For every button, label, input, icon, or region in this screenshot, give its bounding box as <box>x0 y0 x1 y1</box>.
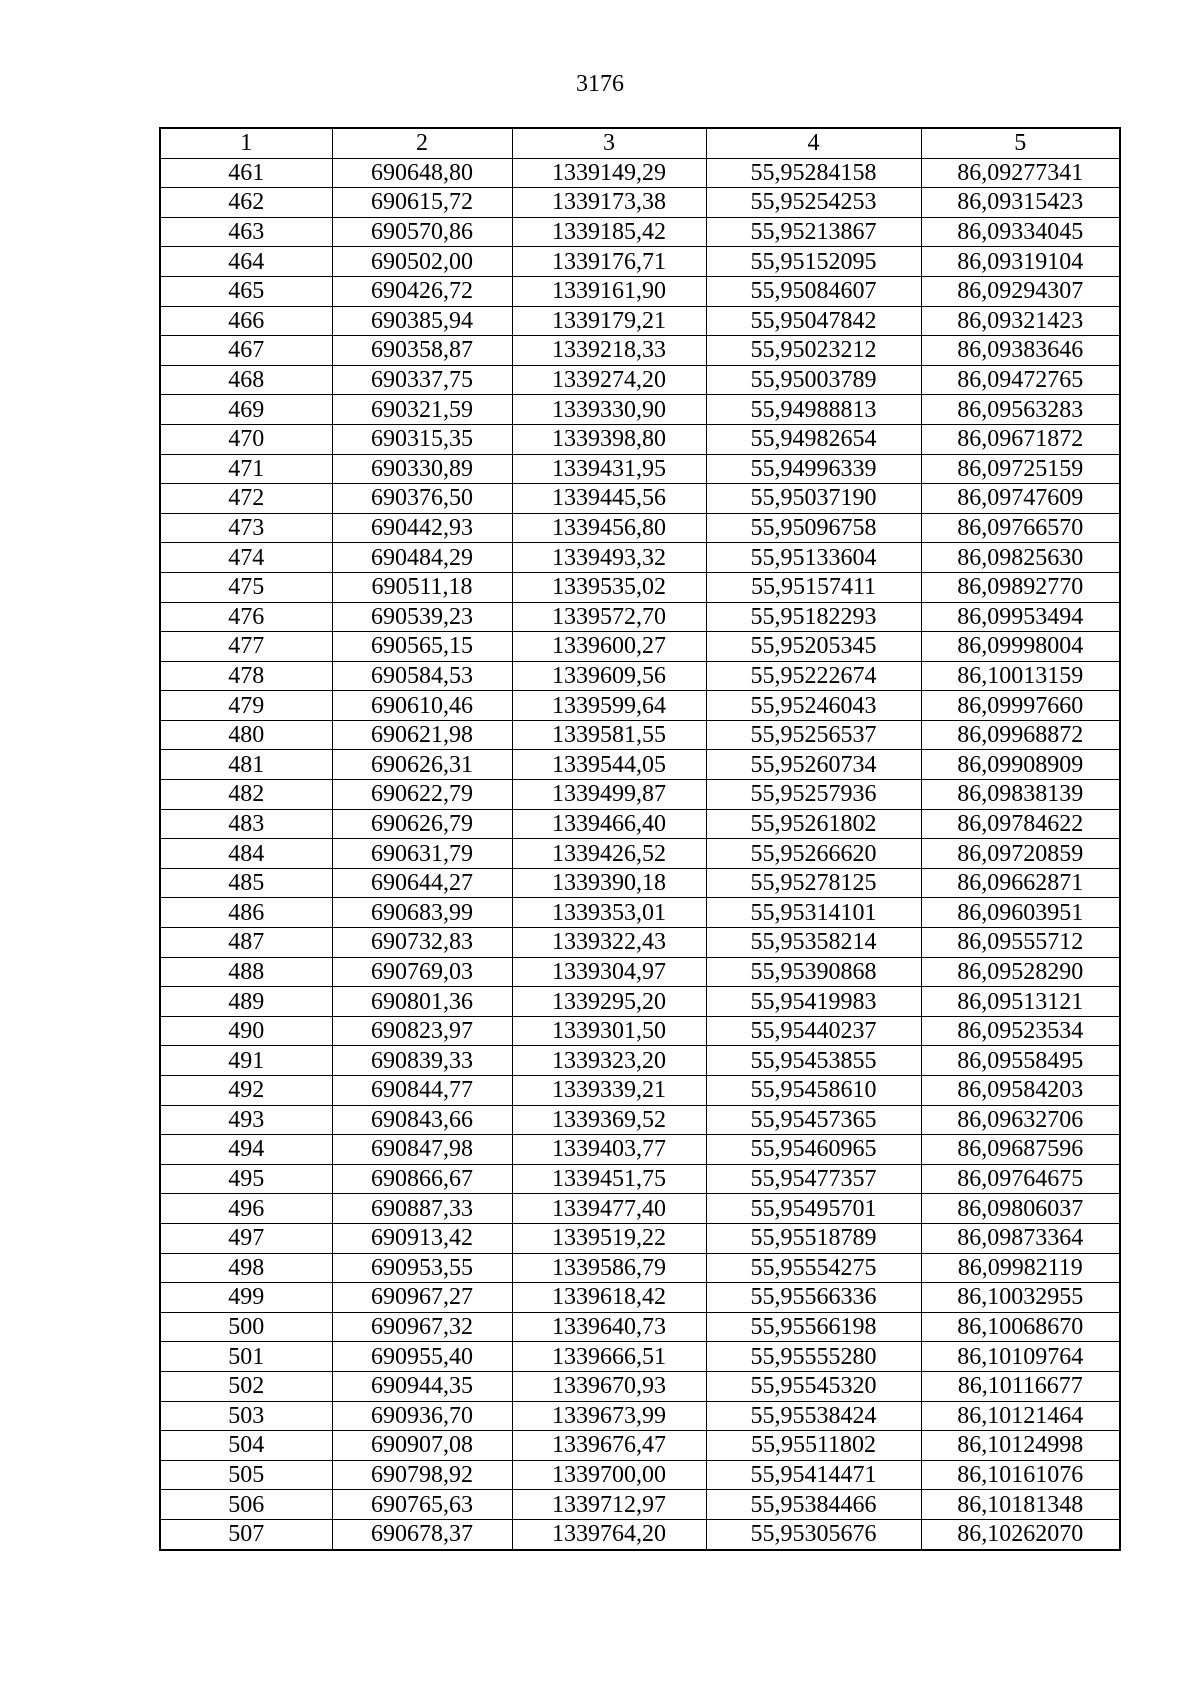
table-cell: 690866,67 <box>332 1164 512 1194</box>
table-cell: 496 <box>160 1194 332 1224</box>
table-row <box>160 750 1120 780</box>
table-cell: 86,09968872 <box>921 720 1120 750</box>
table-cell: 690385,94 <box>332 306 512 336</box>
table-row <box>160 365 1120 395</box>
table-cell: 55,95037190 <box>706 484 921 514</box>
table-cell: 86,09513121 <box>921 987 1120 1017</box>
table-cell: 55,95453855 <box>706 1046 921 1076</box>
table-cell: 55,95278125 <box>706 868 921 898</box>
table-cell: 690769,03 <box>332 957 512 987</box>
table-row <box>160 247 1120 277</box>
table-cell: 1339274,20 <box>512 365 706 395</box>
table-cell: 1339369,52 <box>512 1105 706 1135</box>
table-cell: 86,09321423 <box>921 306 1120 336</box>
table-cell: 690626,31 <box>332 750 512 780</box>
table-cell: 1339700,00 <box>512 1460 706 1490</box>
table-cell: 86,09671872 <box>921 424 1120 454</box>
table-cell: 55,95495701 <box>706 1194 921 1224</box>
table-cell: 1339398,80 <box>512 424 706 454</box>
table-cell: 480 <box>160 720 332 750</box>
table-cell: 469 <box>160 395 332 425</box>
table-cell: 690944,35 <box>332 1371 512 1401</box>
table-cell: 55,95460965 <box>706 1135 921 1165</box>
table-cell: 690502,00 <box>332 247 512 277</box>
table-cell: 55,94988813 <box>706 395 921 425</box>
table-cell: 690621,98 <box>332 720 512 750</box>
table-cell: 473 <box>160 513 332 543</box>
table-cell: 86,09528290 <box>921 957 1120 987</box>
table-cell: 86,09747609 <box>921 484 1120 514</box>
table-cell: 1339618,42 <box>512 1283 706 1313</box>
table-cell: 501 <box>160 1342 332 1372</box>
table-cell: 1339535,02 <box>512 572 706 602</box>
table-cell: 55,94982654 <box>706 424 921 454</box>
table-cell: 55,95314101 <box>706 898 921 928</box>
table-cell: 55,95266620 <box>706 839 921 869</box>
table-cell: 1339670,93 <box>512 1371 706 1401</box>
table-row <box>160 928 1120 958</box>
table-cell: 1339666,51 <box>512 1342 706 1372</box>
table-cell: 690584,53 <box>332 661 512 691</box>
table-cell: 489 <box>160 987 332 1017</box>
table-cell: 55,95152095 <box>706 247 921 277</box>
column-header: 2 <box>332 128 512 158</box>
table-cell: 86,09766570 <box>921 513 1120 543</box>
table-row <box>160 691 1120 721</box>
table-cell: 506 <box>160 1490 332 1520</box>
table-cell: 55,95477357 <box>706 1164 921 1194</box>
table-row <box>160 1016 1120 1046</box>
table-cell: 465 <box>160 276 332 306</box>
table-cell: 1339477,40 <box>512 1194 706 1224</box>
table-cell: 1339499,87 <box>512 780 706 810</box>
table-row <box>160 1164 1120 1194</box>
table-cell: 494 <box>160 1135 332 1165</box>
table-cell: 481 <box>160 750 332 780</box>
table-cell: 86,09555712 <box>921 928 1120 958</box>
table-cell: 1339572,70 <box>512 602 706 632</box>
table-cell: 1339599,64 <box>512 691 706 721</box>
table-cell: 55,95256537 <box>706 720 921 750</box>
table-body <box>160 158 1120 1549</box>
table-cell: 690610,46 <box>332 691 512 721</box>
table-cell: 1339544,05 <box>512 750 706 780</box>
table-cell: 55,95254253 <box>706 188 921 218</box>
table-row <box>160 1283 1120 1313</box>
table-cell: 690953,55 <box>332 1253 512 1283</box>
table-cell: 86,09998004 <box>921 632 1120 662</box>
table-row <box>160 868 1120 898</box>
table-cell: 690678,37 <box>332 1519 512 1549</box>
table-row <box>160 1312 1120 1342</box>
table-cell: 1339445,56 <box>512 484 706 514</box>
table-cell: 55,95555280 <box>706 1342 921 1372</box>
table-cell: 1339339,21 <box>512 1076 706 1106</box>
table-cell: 55,95133604 <box>706 543 921 573</box>
table-cell: 464 <box>160 247 332 277</box>
table-cell: 86,10109764 <box>921 1342 1120 1372</box>
table-cell: 690426,72 <box>332 276 512 306</box>
table-cell: 476 <box>160 602 332 632</box>
table-row <box>160 1135 1120 1165</box>
table-cell: 690648,80 <box>332 158 512 188</box>
table-cell: 86,09662871 <box>921 868 1120 898</box>
table-row <box>160 1253 1120 1283</box>
table-cell: 504 <box>160 1431 332 1461</box>
table-cell: 86,09558495 <box>921 1046 1120 1076</box>
table-cell: 690843,66 <box>332 1105 512 1135</box>
table-cell: 55,95538424 <box>706 1401 921 1431</box>
table-cell: 690358,87 <box>332 336 512 366</box>
table-cell: 487 <box>160 928 332 958</box>
table-cell: 86,09472765 <box>921 365 1120 395</box>
table-cell: 1339149,29 <box>512 158 706 188</box>
table-cell: 1339218,33 <box>512 336 706 366</box>
table-cell: 690907,08 <box>332 1431 512 1461</box>
table-cell: 55,95440237 <box>706 1016 921 1046</box>
table-cell: 690376,50 <box>332 484 512 514</box>
table-cell: 466 <box>160 306 332 336</box>
table-row <box>160 987 1120 1017</box>
table-cell: 55,95257936 <box>706 780 921 810</box>
table-cell: 86,09632706 <box>921 1105 1120 1135</box>
table-cell: 690337,75 <box>332 365 512 395</box>
table-row <box>160 780 1120 810</box>
table-cell: 1339581,55 <box>512 720 706 750</box>
table-row <box>160 839 1120 869</box>
table-cell: 86,09784622 <box>921 809 1120 839</box>
table-cell: 483 <box>160 809 332 839</box>
table-cell: 55,95554275 <box>706 1253 921 1283</box>
table-cell: 690570,86 <box>332 217 512 247</box>
table-cell: 55,95384466 <box>706 1490 921 1520</box>
table-row <box>160 632 1120 662</box>
table-cell: 55,95205345 <box>706 632 921 662</box>
table-cell: 55,95458610 <box>706 1076 921 1106</box>
table-cell: 690847,98 <box>332 1135 512 1165</box>
table-cell: 55,95457365 <box>706 1105 921 1135</box>
table-cell: 55,95390868 <box>706 957 921 987</box>
table-cell: 1339185,42 <box>512 217 706 247</box>
table-cell: 495 <box>160 1164 332 1194</box>
table-cell: 1339322,43 <box>512 928 706 958</box>
table-row <box>160 572 1120 602</box>
table-cell: 55,95518789 <box>706 1223 921 1253</box>
table-cell: 690967,27 <box>332 1283 512 1313</box>
table-row <box>160 543 1120 573</box>
table-cell: 86,09319104 <box>921 247 1120 277</box>
table-cell: 55,95566336 <box>706 1283 921 1313</box>
table-cell: 1339676,47 <box>512 1431 706 1461</box>
table-row <box>160 1223 1120 1253</box>
table-cell: 468 <box>160 365 332 395</box>
column-header: 5 <box>921 128 1120 158</box>
table-row <box>160 1046 1120 1076</box>
table-cell: 86,09806037 <box>921 1194 1120 1224</box>
table-cell: 486 <box>160 898 332 928</box>
table-row <box>160 306 1120 336</box>
table-cell: 507 <box>160 1519 332 1549</box>
table-cell: 498 <box>160 1253 332 1283</box>
table-row <box>160 1194 1120 1224</box>
table-cell: 55,95157411 <box>706 572 921 602</box>
table-row <box>160 898 1120 928</box>
table-cell: 55,95023212 <box>706 336 921 366</box>
table-cell: 690913,42 <box>332 1223 512 1253</box>
table-cell: 490 <box>160 1016 332 1046</box>
table-cell: 467 <box>160 336 332 366</box>
table-cell: 690732,83 <box>332 928 512 958</box>
table-cell: 1339301,50 <box>512 1016 706 1046</box>
table-cell: 86,10262070 <box>921 1519 1120 1549</box>
table-cell: 1339323,20 <box>512 1046 706 1076</box>
table-row <box>160 424 1120 454</box>
table-row <box>160 513 1120 543</box>
table-cell: 86,10068670 <box>921 1312 1120 1342</box>
table-cell: 690801,36 <box>332 987 512 1017</box>
table-cell: 488 <box>160 957 332 987</box>
table-row <box>160 720 1120 750</box>
table-cell: 55,95003789 <box>706 365 921 395</box>
table-cell: 1339353,01 <box>512 898 706 928</box>
column-header: 4 <box>706 128 921 158</box>
table-row <box>160 602 1120 632</box>
table-cell: 86,10032955 <box>921 1283 1120 1313</box>
table-cell: 690539,23 <box>332 602 512 632</box>
table-cell: 86,09982119 <box>921 1253 1120 1283</box>
table-row <box>160 957 1120 987</box>
table-cell: 477 <box>160 632 332 662</box>
table-cell: 1339712,97 <box>512 1490 706 1520</box>
table-cell: 86,10124998 <box>921 1431 1120 1461</box>
table-cell: 86,09764675 <box>921 1164 1120 1194</box>
table-cell: 478 <box>160 661 332 691</box>
table-cell: 1339390,18 <box>512 868 706 898</box>
table-cell: 690484,29 <box>332 543 512 573</box>
table-cell: 1339586,79 <box>512 1253 706 1283</box>
table-cell: 482 <box>160 780 332 810</box>
table-cell: 55,95545320 <box>706 1371 921 1401</box>
table-row <box>160 484 1120 514</box>
table-cell: 86,09838139 <box>921 780 1120 810</box>
table-cell: 690321,59 <box>332 395 512 425</box>
table-cell: 690683,99 <box>332 898 512 928</box>
table-cell: 55,95261802 <box>706 809 921 839</box>
table-cell: 690839,33 <box>332 1046 512 1076</box>
table-cell: 492 <box>160 1076 332 1106</box>
table-cell: 479 <box>160 691 332 721</box>
table-cell: 1339673,99 <box>512 1401 706 1431</box>
table-cell: 503 <box>160 1401 332 1431</box>
table-cell: 690644,27 <box>332 868 512 898</box>
table-cell: 690955,40 <box>332 1342 512 1372</box>
table-cell: 690967,32 <box>332 1312 512 1342</box>
table-cell: 470 <box>160 424 332 454</box>
table-cell: 55,95084607 <box>706 276 921 306</box>
table-cell: 690511,18 <box>332 572 512 602</box>
table-cell: 55,94996339 <box>706 454 921 484</box>
table-row <box>160 661 1120 691</box>
column-header: 1 <box>160 128 332 158</box>
table-cell: 491 <box>160 1046 332 1076</box>
table-row <box>160 1460 1120 1490</box>
table-cell: 1339426,52 <box>512 839 706 869</box>
table-cell: 690565,15 <box>332 632 512 662</box>
table-cell: 690442,93 <box>332 513 512 543</box>
table-cell: 55,95305676 <box>706 1519 921 1549</box>
table-cell: 86,09720859 <box>921 839 1120 869</box>
table-cell: 474 <box>160 543 332 573</box>
table-cell: 690631,79 <box>332 839 512 869</box>
table-cell: 462 <box>160 188 332 218</box>
table-cell: 461 <box>160 158 332 188</box>
table-cell: 505 <box>160 1460 332 1490</box>
table-cell: 1339173,38 <box>512 188 706 218</box>
table-cell: 485 <box>160 868 332 898</box>
table-cell: 86,09584203 <box>921 1076 1120 1106</box>
table-row <box>160 1076 1120 1106</box>
table-cell: 86,09873364 <box>921 1223 1120 1253</box>
table-row <box>160 395 1120 425</box>
table-row <box>160 1105 1120 1135</box>
table-cell: 690936,70 <box>332 1401 512 1431</box>
table-cell: 463 <box>160 217 332 247</box>
table-cell: 55,95414471 <box>706 1460 921 1490</box>
table-cell: 55,95096758 <box>706 513 921 543</box>
table-cell: 55,95182293 <box>706 602 921 632</box>
table-cell: 690626,79 <box>332 809 512 839</box>
table-cell: 55,95047842 <box>706 306 921 336</box>
table-cell: 1339295,20 <box>512 987 706 1017</box>
column-header: 3 <box>512 128 706 158</box>
table-cell: 497 <box>160 1223 332 1253</box>
table-cell: 499 <box>160 1283 332 1313</box>
table-cell: 55,95511802 <box>706 1431 921 1461</box>
table-cell: 86,09383646 <box>921 336 1120 366</box>
table-cell: 690330,89 <box>332 454 512 484</box>
table-cell: 86,09315423 <box>921 188 1120 218</box>
table-row <box>160 454 1120 484</box>
table-cell: 86,10013159 <box>921 661 1120 691</box>
table-cell: 86,09997660 <box>921 691 1120 721</box>
table-cell: 690615,72 <box>332 188 512 218</box>
table-cell: 55,95246043 <box>706 691 921 721</box>
table-cell: 86,09892770 <box>921 572 1120 602</box>
table-cell: 55,95213867 <box>706 217 921 247</box>
table-cell: 1339493,32 <box>512 543 706 573</box>
table-cell: 690798,92 <box>332 1460 512 1490</box>
table-cell: 1339403,77 <box>512 1135 706 1165</box>
table-cell: 1339609,56 <box>512 661 706 691</box>
table-row <box>160 1431 1120 1461</box>
table-cell: 690887,33 <box>332 1194 512 1224</box>
table-cell: 1339456,80 <box>512 513 706 543</box>
table-cell: 86,09687596 <box>921 1135 1120 1165</box>
table-cell: 500 <box>160 1312 332 1342</box>
table-cell: 55,95284158 <box>706 158 921 188</box>
table-row <box>160 1371 1120 1401</box>
table-row <box>160 1342 1120 1372</box>
table-cell: 690823,97 <box>332 1016 512 1046</box>
table-cell: 86,09603951 <box>921 898 1120 928</box>
table-row <box>160 217 1120 247</box>
table-cell: 86,09563283 <box>921 395 1120 425</box>
table-row <box>160 1519 1120 1549</box>
table-cell: 55,95566198 <box>706 1312 921 1342</box>
table-cell: 1339161,90 <box>512 276 706 306</box>
table-row <box>160 188 1120 218</box>
table-cell: 1339330,90 <box>512 395 706 425</box>
table-cell: 502 <box>160 1371 332 1401</box>
table-cell: 472 <box>160 484 332 514</box>
table-cell: 86,10116677 <box>921 1371 1120 1401</box>
table-cell: 55,95358214 <box>706 928 921 958</box>
table-row <box>160 1401 1120 1431</box>
table-cell: 1339451,75 <box>512 1164 706 1194</box>
table-cell: 55,95260734 <box>706 750 921 780</box>
table-cell: 690844,77 <box>332 1076 512 1106</box>
table-row <box>160 276 1120 306</box>
table-row <box>160 158 1120 188</box>
table-row <box>160 336 1120 366</box>
table-cell: 86,09294307 <box>921 276 1120 306</box>
table-row <box>160 809 1120 839</box>
table-cell: 86,09523534 <box>921 1016 1120 1046</box>
table-cell: 86,09825630 <box>921 543 1120 573</box>
table-cell: 1339764,20 <box>512 1519 706 1549</box>
table-cell: 86,09953494 <box>921 602 1120 632</box>
table-cell: 1339519,22 <box>512 1223 706 1253</box>
table-cell: 1339640,73 <box>512 1312 706 1342</box>
table-cell: 1339600,27 <box>512 632 706 662</box>
table-cell: 86,09334045 <box>921 217 1120 247</box>
table-cell: 86,10161076 <box>921 1460 1120 1490</box>
table-cell: 86,09725159 <box>921 454 1120 484</box>
table-row <box>160 1490 1120 1520</box>
table-header-row <box>160 128 1120 158</box>
table-cell: 690622,79 <box>332 780 512 810</box>
table-cell: 690315,35 <box>332 424 512 454</box>
table-cell: 55,95419983 <box>706 987 921 1017</box>
table-cell: 86,09277341 <box>921 158 1120 188</box>
table-cell: 493 <box>160 1105 332 1135</box>
table-cell: 475 <box>160 572 332 602</box>
table-cell: 86,10181348 <box>921 1490 1120 1520</box>
table-cell: 86,10121464 <box>921 1401 1120 1431</box>
table-cell: 1339179,21 <box>512 306 706 336</box>
table-cell: 1339304,97 <box>512 957 706 987</box>
table-cell: 471 <box>160 454 332 484</box>
table-cell: 484 <box>160 839 332 869</box>
coordinates-table <box>159 127 1121 1551</box>
table-cell: 1339176,71 <box>512 247 706 277</box>
table-cell: 55,95222674 <box>706 661 921 691</box>
table-cell: 1339466,40 <box>512 809 706 839</box>
page-number: 3176 <box>576 71 624 97</box>
table-cell: 1339431,95 <box>512 454 706 484</box>
table-cell: 86,09908909 <box>921 750 1120 780</box>
table-cell: 690765,63 <box>332 1490 512 1520</box>
